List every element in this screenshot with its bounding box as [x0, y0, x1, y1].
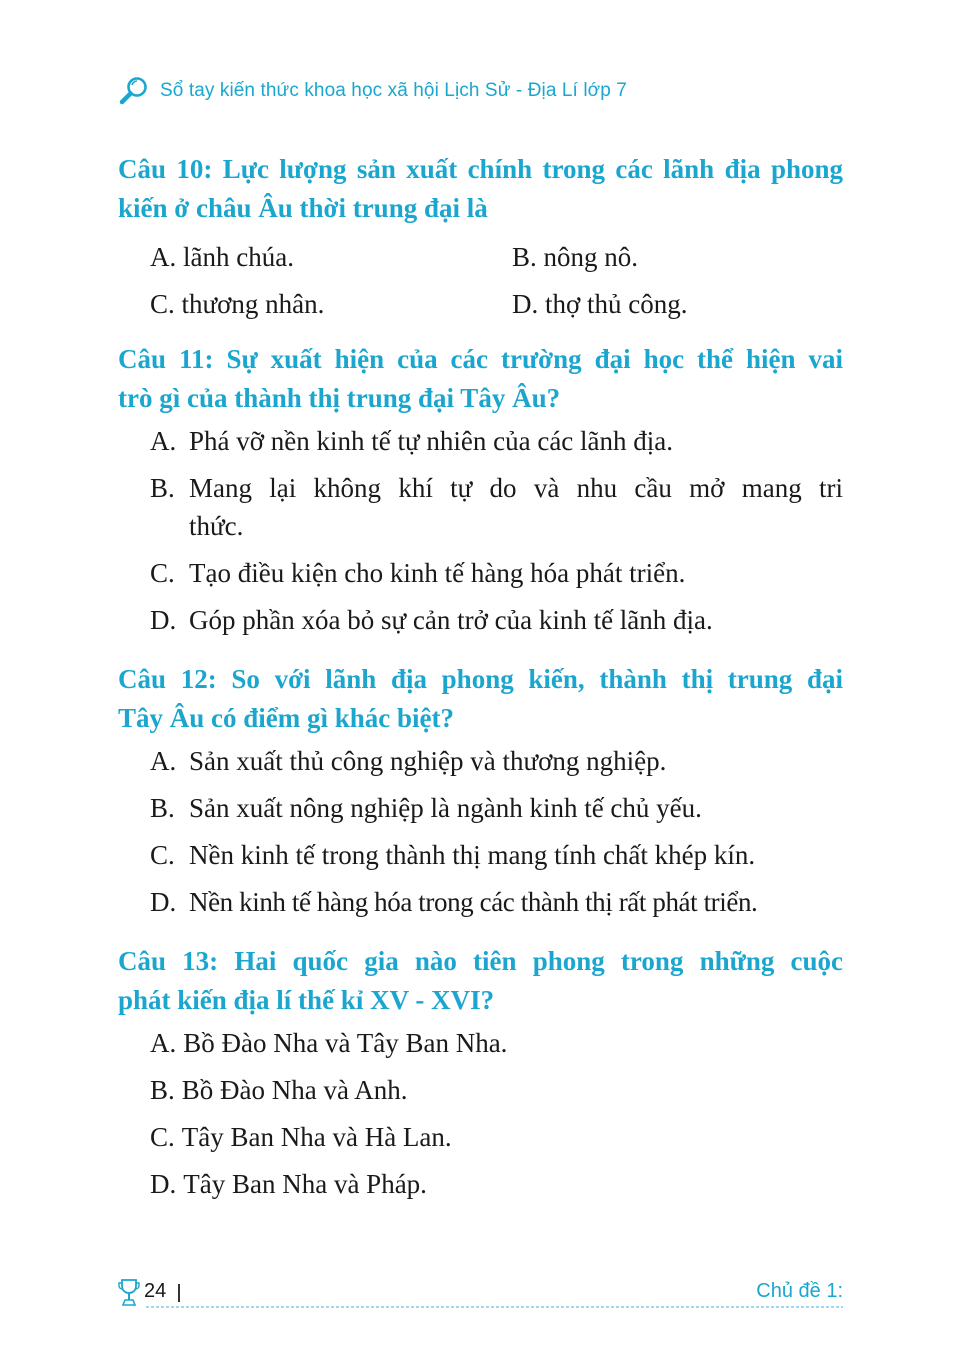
options-list: [118, 742, 843, 921]
option-d[interactable]: D. Tây Ban Nha và Pháp.: [150, 1169, 427, 1199]
option-a[interactable]: A. lãnh chúa.: [150, 242, 294, 272]
question-title: Câu 11: Sự xuất hiện của các trường đại học thể hiện vai trò gì của thành thị trung đại Tây Âu?: [118, 344, 843, 413]
page-number: 24: [144, 1280, 167, 1302]
option-b[interactable]: B. Mang lại không khí tự do và nhu cầu mở mang tri thức.: [150, 473, 843, 541]
question-title: Câu 13: Hai quốc gia nào tiên phong trong những cuộc phát kiến địa lí thế kỉ XV - XVI?: [118, 946, 843, 1015]
question-13: [118, 942, 843, 1203]
option-c[interactable]: C. Nền kinh tế trong thành thị mang tính chất khép kín.: [150, 840, 756, 870]
footer-rule: [146, 1306, 843, 1308]
option-b[interactable]: B. nông nô.: [512, 242, 639, 272]
option-d[interactable]: D. Nền kinh tế hàng hóa trong các thành thị rất phát triển.: [150, 887, 758, 917]
page-footer: [118, 1278, 843, 1310]
options-list: [118, 422, 843, 639]
question-list: [118, 150, 843, 1212]
question-title: Câu 10: Lực lượng sản xuất chính trong các lãnh địa phong kiến ở châu Âu thời trung đại là: [118, 154, 843, 223]
option-a[interactable]: A. Phá vỡ nền kinh tế tự nhiên của các lãnh địa.: [150, 426, 674, 456]
option-d[interactable]: D. Góp phần xóa bỏ sự cản trở của kinh tế lãnh địa.: [150, 605, 713, 635]
header-title: Sổ tay kiến thức khoa học xã hội Lịch Sử - Địa Lí lớp 7: [160, 80, 627, 101]
footer-divider: [178, 1284, 180, 1302]
options-list: [118, 1024, 843, 1203]
option-a[interactable]: A. Bồ Đào Nha và Tây Ban Nha.: [150, 1028, 508, 1058]
question-11: [118, 340, 843, 639]
option-b[interactable]: B. Sản xuất nông nghiệp là ngành kinh tế chủ yếu.: [150, 793, 702, 823]
option-c[interactable]: C. Tây Ban Nha và Hà Lan.: [150, 1122, 452, 1152]
magnifier-icon: [118, 76, 150, 106]
footer-topic: Chủ đề 1:: [756, 1280, 843, 1302]
option-a[interactable]: A. Sản xuất thủ công nghiệp và thương nghiệp.: [150, 746, 667, 776]
option-c[interactable]: C. thương nhân.: [150, 289, 325, 319]
option-d[interactable]: D. thợ thủ công.: [512, 289, 688, 319]
question-12: [118, 660, 843, 921]
page-header: [118, 76, 627, 106]
trophy-icon: [118, 1278, 140, 1308]
question-title: Câu 12: So với lãnh địa phong kiến, thành thị trung đại Tây Âu có điểm gì khác biệt?: [118, 664, 843, 733]
question-10: [118, 150, 843, 328]
options-grid: [118, 234, 843, 328]
option-b[interactable]: B. Bồ Đào Nha và Anh.: [150, 1075, 408, 1105]
option-c[interactable]: C. Tạo điều kiện cho kinh tế hàng hóa phát triển.: [150, 558, 686, 588]
